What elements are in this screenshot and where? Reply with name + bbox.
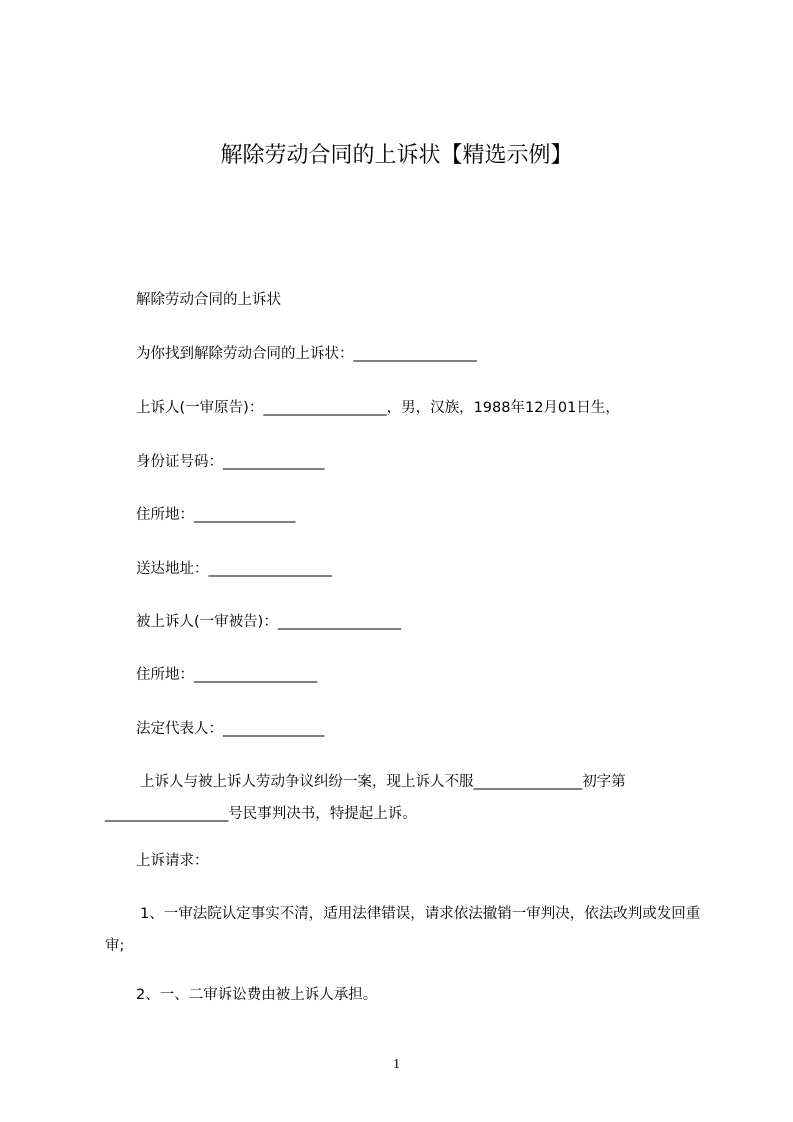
request-item-1 [105, 898, 717, 962]
service-address-line: 送达地址：_________________ [136, 561, 332, 577]
legal-representative-line: 法定代表人：______________ [136, 721, 325, 737]
page-number: 1 [393, 1057, 400, 1072]
document-title: 解除劳动合同的上诉状【精选示例】 [220, 143, 573, 168]
intro-line: 为你找到解除劳动合同的上诉状：_________________ [136, 346, 477, 362]
residence-line-1: 住所地：______________ [136, 507, 296, 523]
request-item-1-text: 1、一审法院认定事实不清，适用法律错误，请求依法撤销一审判决，依法改判或发回重审; [105, 906, 701, 954]
appellant-line: 上诉人(一审原告)：_________________，男，汉族，1988年12月01日生， [136, 400, 620, 416]
residence-line-2: 住所地：_________________ [136, 667, 318, 683]
case-paragraph-text: 上诉人与被上诉人劳动争议纠纷一案，现上诉人不服_______________初字第_________________号民事判决书，特提起上诉。 [105, 774, 626, 822]
request-heading: 上诉请求： [136, 853, 209, 869]
request-item-2: 2、一、二审诉讼费由被上诉人承担。 [136, 987, 378, 1003]
document-subtitle: 解除劳动合同的上诉状 [136, 292, 281, 308]
case-paragraph [105, 766, 717, 830]
id-number-line: 身份证号码：______________ [136, 454, 325, 470]
appellee-line: 被上诉人(一审被告)：_________________ [136, 614, 402, 630]
